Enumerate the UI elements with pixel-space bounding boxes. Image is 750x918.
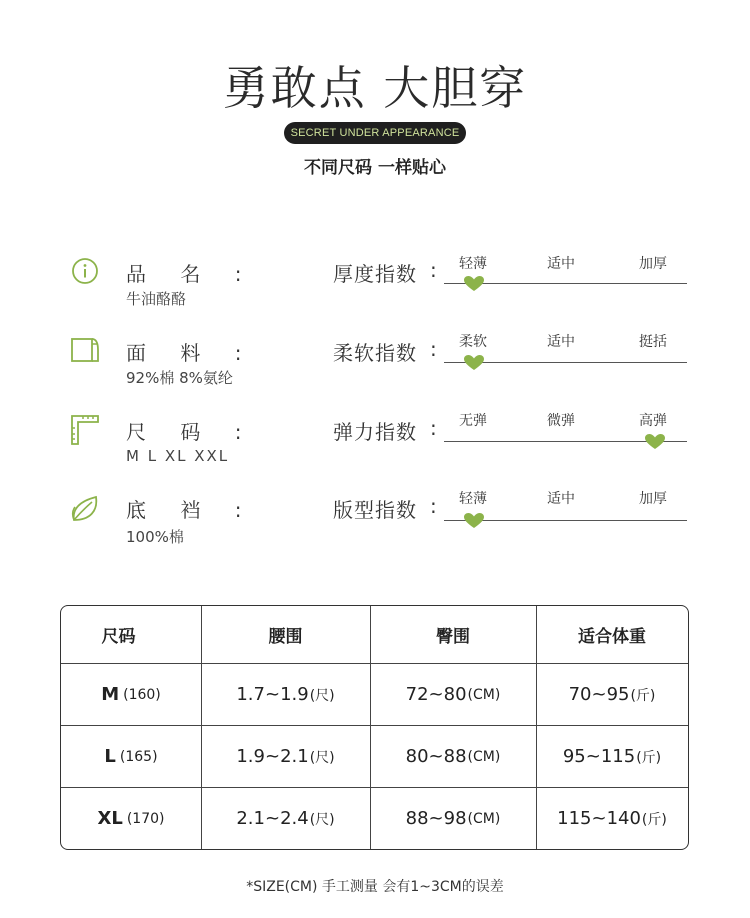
index-label-elasticity: 弹力指数 (333, 420, 417, 444)
index-label-fit: 版型指数 (333, 498, 417, 522)
hip-value: 72~80 (405, 684, 467, 705)
waist-unit: (尺) (309, 687, 335, 704)
table-cell-hip (370, 726, 536, 787)
scale-level: 适中 (547, 491, 575, 507)
heart-indicator-icon (464, 276, 484, 292)
hip-unit: (CM) (467, 810, 501, 827)
waist-unit: (尺) (309, 749, 335, 766)
heart-indicator-icon (464, 355, 484, 371)
size-table (60, 605, 689, 850)
table-row-size (61, 664, 201, 725)
attr-label-crotch: 底 裆 : (126, 498, 256, 522)
attr-value-name: 牛油酪酪 (126, 290, 187, 308)
scale-level: 轻薄 (459, 256, 487, 272)
hip-unit: (CM) (467, 748, 501, 765)
weight-unit: (斤) (636, 749, 662, 766)
weight-unit: (斤) (641, 811, 667, 828)
index-colon: : (430, 258, 437, 282)
scale-level: 无弹 (459, 413, 487, 429)
size-code: XL (97, 808, 123, 829)
table-cell-weight (536, 726, 688, 787)
size-height: (160) (123, 686, 161, 703)
scale-level: 加厚 (639, 491, 667, 507)
table-cell-waist (201, 788, 370, 849)
index-colon: : (430, 337, 437, 361)
table-cell-waist (201, 664, 370, 725)
size-code: M (101, 684, 120, 705)
table-cell-waist (201, 726, 370, 787)
waist-value: 2.1~2.4 (236, 808, 309, 829)
table-header-waist: 腰围 (268, 627, 303, 647)
table-cell-hip (370, 664, 536, 725)
leaf-icon (70, 493, 100, 523)
size-height: (170) (126, 810, 165, 827)
tagline-badge: SECRET UNDER APPEARANCE (284, 122, 466, 144)
scale-level: 适中 (547, 256, 575, 272)
weight-value: 70~95 (568, 684, 630, 705)
page-subtitle: 不同尺码 一样贴心 (304, 158, 446, 178)
attr-value-size: M L XL XXL (126, 447, 230, 465)
waist-unit: (尺) (309, 811, 335, 828)
table-header-size: 尺码 (101, 627, 136, 647)
weight-value: 115~140 (557, 808, 641, 829)
scale-level: 挺括 (639, 334, 667, 350)
scale-level: 适中 (547, 334, 575, 350)
hip-value: 88~98 (405, 808, 467, 829)
index-colon: : (430, 416, 437, 440)
attr-value-crotch: 100%棉 (126, 528, 184, 546)
waist-value: 1.7~1.9 (236, 684, 309, 705)
attr-label-fabric: 面 料 : (126, 341, 256, 365)
fabric-icon (70, 335, 100, 365)
table-header-hip: 臀围 (436, 627, 470, 647)
attr-label-name: 品 名 : (126, 262, 256, 286)
info-icon (70, 256, 100, 286)
attr-value-fabric: 92%棉 8%氨纶 (126, 369, 233, 387)
table-cell-hip (370, 788, 536, 849)
waist-value: 1.9~2.1 (236, 746, 309, 767)
hip-unit: (CM) (467, 686, 501, 703)
scale-level: 轻薄 (459, 491, 487, 507)
hip-value: 80~88 (405, 746, 467, 767)
size-code: L (104, 746, 116, 767)
table-row-size (61, 726, 201, 787)
attr-label-size: 尺 码 : (126, 420, 256, 444)
table-header-weight: 适合体重 (578, 627, 646, 647)
ruler-icon (70, 414, 100, 444)
scale-level: 高弹 (639, 413, 667, 429)
page-title: 勇敢点 大胆穿 (222, 61, 528, 115)
scale-level: 微弹 (547, 413, 575, 429)
table-cell-weight (536, 788, 688, 849)
weight-value: 95~115 (562, 746, 636, 767)
index-label-softness: 柔软指数 (333, 341, 417, 365)
scale-level: 加厚 (639, 256, 667, 272)
index-label-thickness: 厚度指数 (333, 262, 417, 286)
scale-level: 柔软 (459, 334, 487, 350)
heart-indicator-icon (464, 513, 484, 529)
table-row-size (61, 788, 201, 849)
weight-unit: (斤) (630, 687, 656, 704)
size-height: (165) (119, 748, 158, 765)
heart-indicator-icon (645, 434, 665, 450)
table-cell-weight (536, 664, 688, 725)
footnote: *SIZE(CM) 手工测量 会有1~3CM的误差 (246, 879, 504, 895)
index-colon: : (430, 494, 437, 518)
